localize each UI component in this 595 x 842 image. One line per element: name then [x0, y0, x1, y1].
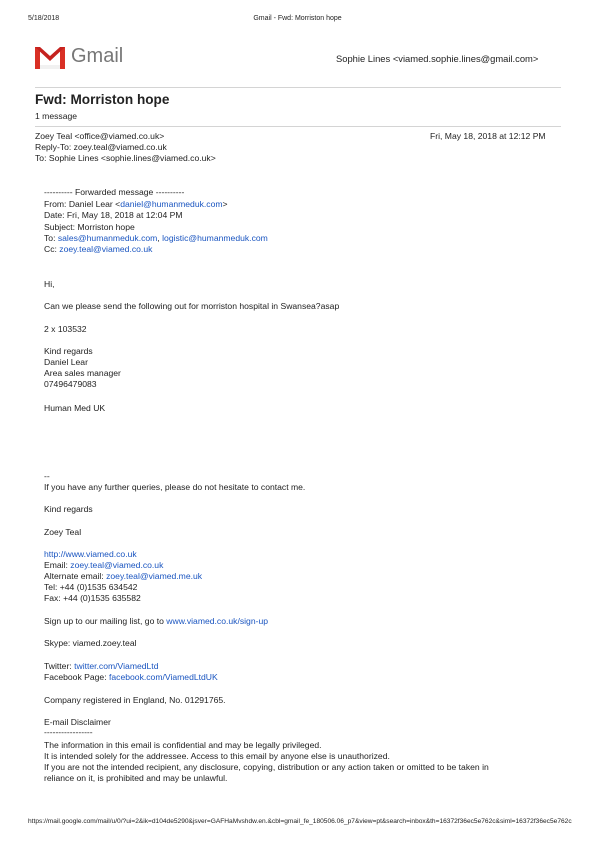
print-title: Gmail - Fwd: Morriston hope: [253, 15, 342, 22]
signature-skype: Skype: viamed.zoey.teal: [44, 638, 137, 648]
signature-twitter: [44, 661, 158, 671]
message-count: 1 message: [35, 111, 78, 121]
forwarded-cc-label: Cc:: [44, 244, 60, 254]
signature-mailing-prefix: Sign up to our mailing list, go to: [44, 616, 167, 626]
disclaimer-line-3: If you are not the intended recipient, any disclosure, copying, distribution or any action taken or omitted to be taken in: [44, 762, 489, 772]
signature-facebook: [44, 672, 218, 682]
gmail-logo-text: Gmail: [71, 45, 124, 67]
print-footer-url: https://mail.google.com/mail/u/0/?ui=2&ik=d104de5290&jsver=GAFHaMvshdw.en.&cbl=gmail_fe_180506.06_p7&view=pt&search=inbox&th=16372f36ec5e762c&siml=16372f36ec5e762c: [28, 818, 572, 825]
forwarded-date: Date: Fri, May 18, 2018 at 12:04 PM: [44, 210, 183, 220]
message-to: To: Sophie Lines <sophie.lines@viamed.co.uk>: [35, 153, 216, 163]
signature-twitter-label: Twitter:: [44, 661, 75, 671]
disclaimer-rule: -----------------: [44, 727, 93, 737]
body-greeting: Hi,: [44, 279, 55, 289]
signature-name: Zoey Teal: [44, 527, 82, 537]
message-date: Fri, May 18, 2018 at 12:12 PM: [430, 131, 546, 141]
disclaimer-line-4: reliance on it, is prohibited and may be unlawful.: [44, 773, 228, 783]
signature-alt-email: [44, 571, 202, 581]
signature-alt-email-label: Alternate email:: [44, 571, 107, 581]
signature-website: [44, 549, 137, 559]
body-item: 2 x 103532: [44, 324, 87, 334]
forwarded-cc-link[interactable]: zoey.teal@viamed.co.uk: [59, 244, 153, 254]
signature-mailing-link[interactable]: www.viamed.co.uk/sign-up: [166, 616, 269, 626]
body-regards: Kind regards: [44, 346, 93, 356]
signature-tel: Tel: +44 (0)1535 634542: [44, 582, 138, 592]
forwarded-subject: Subject: Morriston hope: [44, 222, 135, 232]
forwarded-to: [44, 233, 268, 243]
message-reply-to: Reply-To: zoey.teal@viamed.co.uk: [35, 142, 167, 152]
signature-facebook-link[interactable]: facebook.com/ViamedLtdUK: [108, 672, 218, 682]
forwarded-from-prefix: From: Daniel Lear <: [44, 199, 121, 209]
thread-subject: Fwd: Morriston hope: [35, 92, 170, 107]
disclaimer-line-2: It is intended solely for the addressee. Access to this email by anyone else is unauthorized.: [44, 751, 390, 761]
body-sig-phone: 07496479083: [44, 379, 97, 389]
signature-email: [44, 560, 163, 570]
forwarded-from-suffix: >: [222, 199, 228, 209]
body-sig-name: Daniel Lear: [44, 357, 88, 367]
signature-regards: Kind regards: [44, 504, 93, 514]
signature-facebook-label: Facebook Page:: [44, 672, 109, 682]
message-from: Zoey Teal <office@viamed.co.uk>: [35, 131, 165, 141]
body-sig-role: Area sales manager: [44, 368, 121, 378]
signature-company-reg: Company registered in England, No. 01291765.: [44, 695, 226, 705]
forwarded-from-email-link[interactable]: daniel@humanmeduk.com: [120, 199, 223, 209]
gmail-envelope-icon: [35, 47, 65, 69]
forwarded-to-link-sales[interactable]: sales@humanmeduk.com: [57, 233, 158, 243]
account-email: Sophie Lines <viamed.sophie.lines@gmail.com>: [336, 53, 539, 64]
signature-fax: Fax: +44 (0)1535 635582: [44, 593, 141, 603]
forwarded-to-link-logistic[interactable]: logistic@humanmeduk.com: [162, 233, 268, 243]
signature-website-link[interactable]: http://www.viamed.co.uk: [44, 549, 137, 559]
forwarded-to-separator: ,: [157, 233, 163, 243]
signature-email-label: Email:: [44, 560, 71, 570]
signature-alt-email-link[interactable]: zoey.teal@viamed.me.uk: [106, 571, 203, 581]
signature-email-link[interactable]: zoey.teal@viamed.co.uk: [70, 560, 164, 570]
signature-dash: --: [44, 471, 50, 481]
body-sig-company: Human Med UK: [44, 403, 106, 413]
print-date: 5/18/2018: [28, 15, 60, 22]
signature-mailing: [44, 616, 268, 626]
signature-queries: If you have any further queries, please do not hesitate to contact me.: [44, 482, 306, 492]
divider: [35, 87, 561, 88]
forwarded-from: [44, 199, 228, 209]
divider: [35, 126, 561, 127]
signature-twitter-link[interactable]: twitter.com/ViamedLtd: [74, 661, 159, 671]
disclaimer-line-1: The information in this email is confidential and may be legally privileged.: [44, 740, 322, 750]
forwarded-banner: ---------- Forwarded message ----------: [44, 187, 185, 197]
disclaimer-title: E-mail Disclaimer: [44, 717, 111, 727]
body-request: Can we please send the following out for morriston hospital in Swansea?asap: [44, 301, 340, 311]
forwarded-cc: [44, 244, 152, 254]
forwarded-to-label: To:: [44, 233, 58, 243]
